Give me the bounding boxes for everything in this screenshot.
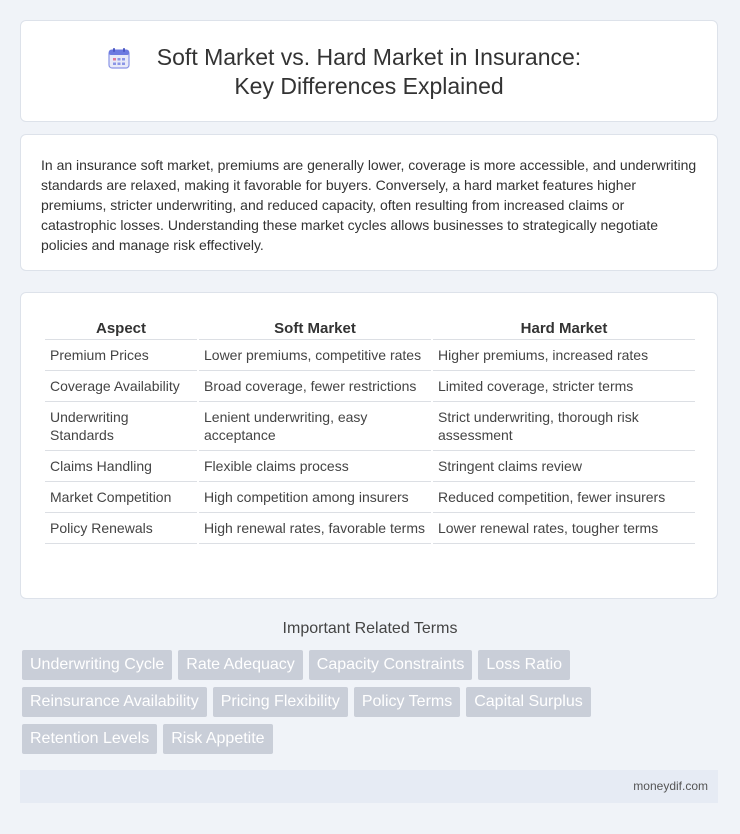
table-cell: Lenient underwriting, easy acceptance [199,402,431,451]
related-terms-list [22,650,722,761]
related-terms-heading: Important Related Terms [282,620,458,637]
table-cell: Lower premiums, competitive rates [199,340,431,371]
table-cell: Reduced competition, fewer insurers [433,482,695,513]
footer [20,770,718,803]
table-cell: Flexible claims process [199,451,431,482]
tag-risk-appetite[interactable]: Risk Appetite [163,724,272,754]
table-cell: Broad coverage, fewer restrictions [199,371,431,402]
tag-pricing-flexibility[interactable]: Pricing Flexibility [213,687,348,717]
table-cell: Market Competition [45,482,197,513]
table-cell: Coverage Availability [45,371,197,402]
table-cell: Lower renewal rates, tougher terms [433,513,695,544]
tag-row [22,687,722,717]
table-cell: Premium Prices [45,340,197,371]
table-cell: High renewal rates, favorable terms [199,513,431,544]
header-hard-market: Hard Market [433,317,695,340]
tag-row [22,724,722,754]
intro-card [20,134,718,271]
tag-policy-terms[interactable]: Policy Terms [354,687,460,717]
tag-capacity-constraints[interactable]: Capacity Constraints [309,650,473,680]
table-cell: Claims Handling [45,451,197,482]
table-cell: Stringent claims review [433,451,695,482]
header-aspect: Aspect [45,317,197,340]
tag-capital-surplus[interactable]: Capital Surplus [466,687,591,717]
table-row [45,482,695,513]
comparison-card [20,292,718,599]
table-cell: High competition among insurers [199,482,431,513]
tag-underwriting-cycle[interactable]: Underwriting Cycle [22,650,172,680]
page-title: Soft Market vs. Hard Market in Insurance: Key Differences Explained [156,44,582,99]
tag-rate-adequacy[interactable]: Rate Adequacy [178,650,303,680]
table-row [45,340,695,371]
table-row [45,451,695,482]
table-header-row [45,317,695,340]
tag-retention-levels[interactable]: Retention Levels [22,724,157,754]
tag-reinsurance-availability[interactable]: Reinsurance Availability [22,687,207,717]
title-card [20,20,718,122]
intro-paragraph: In an insurance soft market, premiums are generally lower, coverage is more accessible, and underwriting standards are relaxed, making it favorable for buyers. Conversely, a hard market features higher premiums, stricter underwriting, and reduced capacity, often resulting from increased claims or catastrophic losses. Understanding these market cycles allows businesses to strategically negotiate policies and manage risk effectively. [41,157,697,253]
tag-row [22,650,722,680]
table-row [45,402,695,451]
table-cell: Limited coverage, stricter terms [433,371,695,402]
comparison-table [43,317,697,544]
site-attribution[interactable]: moneydif.com [633,779,708,793]
tag-loss-ratio[interactable]: Loss Ratio [478,650,570,680]
table-cell: Underwriting Standards [45,402,197,451]
table-row [45,513,695,544]
header-soft-market: Soft Market [199,317,431,340]
table-cell: Policy Renewals [45,513,197,544]
table-cell: Strict underwriting, thorough risk assessment [433,402,695,451]
table-row [45,371,695,402]
table-cell: Higher premiums, increased rates [433,340,695,371]
